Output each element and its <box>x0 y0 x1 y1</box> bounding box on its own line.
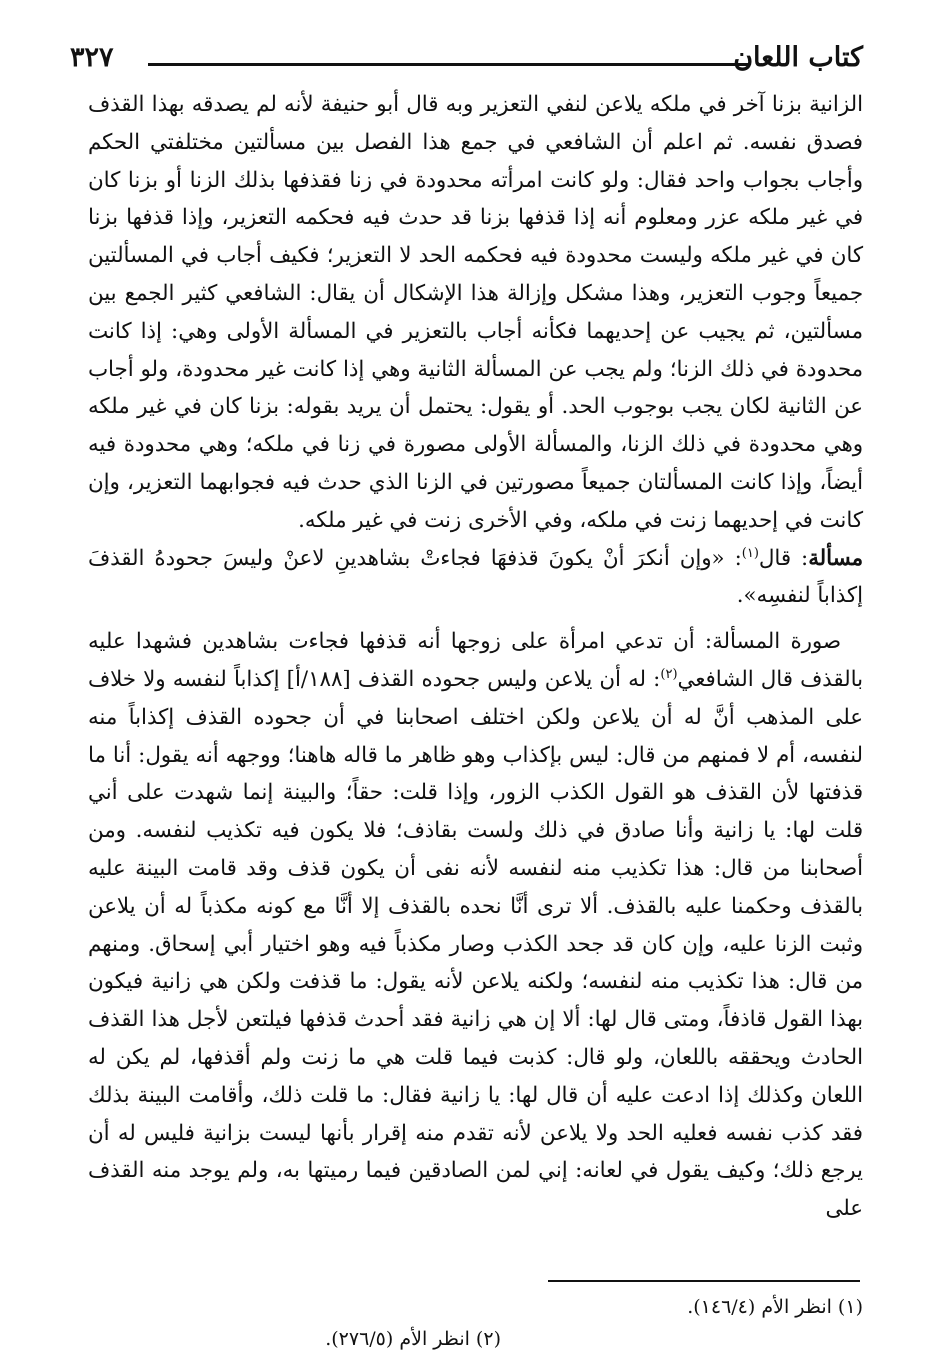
paragraph-2-part-b: : له أن يلاعن وليس جحوده القذف [١٨٨/أ] إكذاباً لنفسه ولا خلاف على المذهب أنَّ له أن يلاعن ولكن اختلف اصحابنا في أن جحوده القذف إكذاباً منه لنفسه، أم لا فمنهم من قال: ليس بإكذاب وهو ظاهر ما قاله هاهنا؛ ووجهه أنه يقول: أنا ما قذفتها لأن القذف هو القول الكذب الزور، وإذا قلت: حقاً؛ والبينة إنما شهدت على أني قلت لها: يا زانية وأنا صادق في ذلك ولست بقاذف؛ فلا يكون فيه تكذيب لنفسه. ومن أصحابنا من قال: هذا تكذيب منه لنفسه لأنه نفى أن يكون قذف وقد قامت البينة عليه بالقذف وحكمنا عليه بالقذف. ألا ترى أنَّا نحده بالقذف إلا أنَّا مع كونه مكذباً له أن يلاعن وثبت الزنا عليه، وإن كان قد جحد الكذب وصار مكذباً فيه وهو اختيار أبي إسحاق. ومنهم من قال: هذا تكذيب منه لنفسه؛ ولكنه يلاعن لأنه يقول: ما قذفت ولكن هي زانية فيكون بهذا القول قاذفاً، ومتى قال لها: ألا إن هي زانية فقد أحدث قذفها فيلتعن لأجل هذا القذف الحادث ويحققه باللعان، ولو قال: كذبت فيما قلت هي ما زنت ولم أقذفها، لم يكن له اللعان وكذلك إذا ادعت عليه أن قال لها: يا زانية فقال: ما قلت ذلك، وأقامت البينة بذلك فقد كذب نفسه فعليه الحد ولا يلاعن لأنه تقدم منه إقرار بأنها ليست بزانية فليس له أن يرجع ذلك؛ وكيف يقول في لعانه: إني لمن الصادقين فيما رميتها به، ولم يوجد منه القذف على <box>88 666 863 1222</box>
paragraph-2 <box>88 623 863 1228</box>
footnotes <box>88 1289 863 1363</box>
paragraph-gap <box>88 615 863 623</box>
page-header <box>70 38 863 78</box>
footnote-marker-2: (٢) <box>660 666 678 682</box>
footnote-marker-1: (١) <box>741 545 759 561</box>
issue-paragraph <box>88 540 863 616</box>
paragraph-1: الزانية بزنا آخر في ملكه يلاعن لنفي التعزير وبه قال أبو حنيفة لأنه لم يصدقه بهذا القذف فصدق نفسه. ثم اعلم أن الشافعي في جمع هذا الفصل بين مسألتين مختلفتي الحكم وأجاب بجواب واحد فقال: ولو كانت امرأته محدودة في زنا فقذفها بذلك الزنا أو بزنا كان في غير ملكه عزر ومعلوم أنه إذا قذفها بزنا قد حدث فيه فحكمه التعزير، وإذا قذفها بزنا كان في غير ملكه وليست محدودة فيه فحكمه الحد لا التعزير؛ فكيف أجاب في المسألتين جميعاً وجوب التعزير، وهذا مشكل وإزالة هذا الإشكال أن يقال: الشافعي كثير الجمع بين مسألتين، ثم يجيب عن إحديهما فكأنه أجاب بالتعزير في المسألة الأولى وهي: إذا كانت محدودة في ذلك الزنا؛ ولم يجب عن المسألة الثانية وهي إذا كانت غير محدودة، ولو أجاب عن الثانية لكان يجب بوجوب الحد. أو يقول: يحتمل أن يريد بقوله: بزنا كان في غير ملكه وهي محدودة في ذلك الزنا، والمسألة الأولى مصورة في زنا في ملكه؛ وهي محدودة فيه أيضاً، وإذا كانت المسألتان جميعاً مصورتين في الزنا الذي حدث فيه فجوابهما التعزير، وإن كانت في إحديهما زنت في ملكه، وفي الأخرى زنت في غير ملكه. <box>88 92 863 533</box>
header-rule <box>148 63 748 66</box>
page-number: ٣٢٧ <box>70 42 114 73</box>
main-text <box>88 86 863 1228</box>
footnote-rule <box>548 1280 860 1282</box>
issue-label: مسألة <box>808 545 863 571</box>
footnote-2: (٢) انظر الأم (٢٧٦/٥). <box>325 1328 501 1350</box>
paragraph-2-part-a: صورة المسألة: أن تدعي امرأة على زوجها أنه قذفها فجاءت بشاهدين فشهدا عليه بالقذف قال الشافعي <box>88 629 864 692</box>
issue-text: : «وإن أنكرَ أنْ يكونَ قذفهَا فجاءتْ بشاهدينِ لاعنْ وليسَ جحودهُ القذفَ إكذاباً لنفسِه». <box>88 545 863 609</box>
running-title: كتاب اللعان <box>733 42 863 73</box>
footnote-1: (١) انظر الأم (١٤٦/٤). <box>687 1296 863 1318</box>
issue-intro: : قال <box>758 545 809 571</box>
